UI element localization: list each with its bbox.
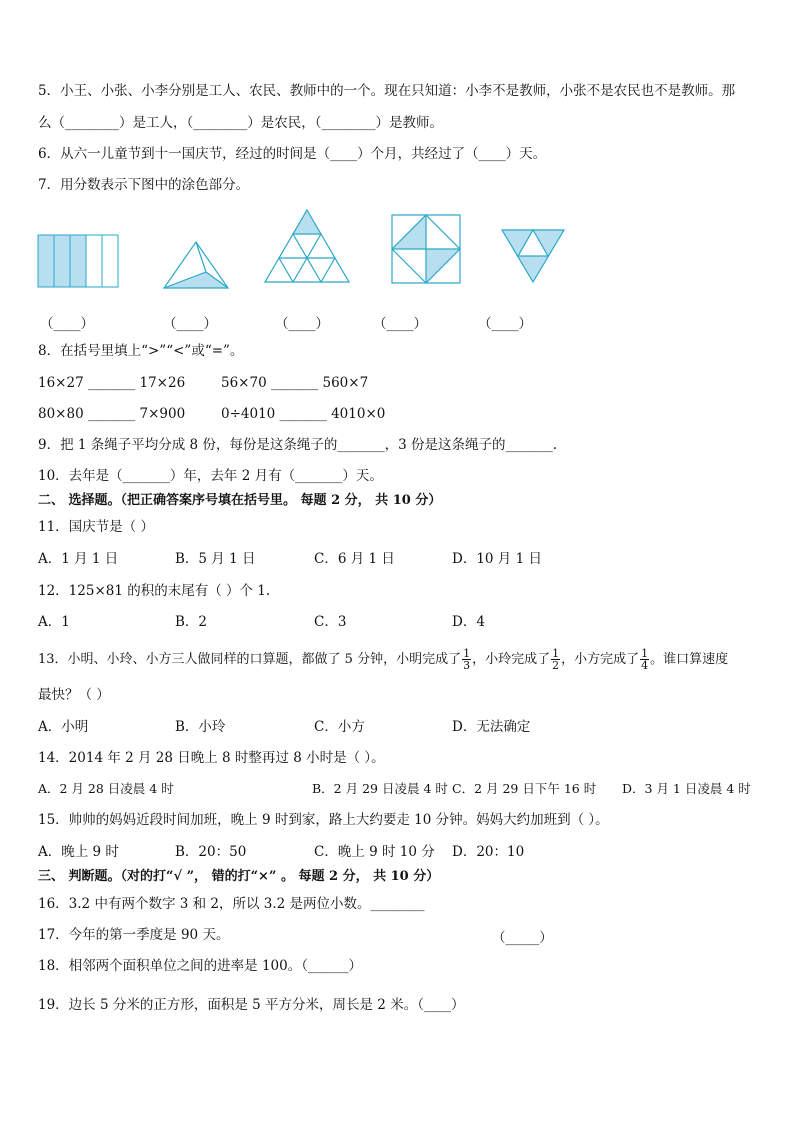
fig1-cell-5 [102, 235, 118, 287]
q11-option-d[interactable]: D．10 月 1 日 [452, 551, 542, 567]
q13-part4: 。谁口算速度 [650, 652, 729, 667]
q10-text: 10．去年是（_______）年，去年 2 月有（_______）天。 [38, 468, 383, 484]
q13-part1: 13．小明、小玲、小方三人做同样的口算题，都做了 5 分钟，小明完成了 [38, 652, 462, 667]
q13-line2: 最快？（ ） [38, 687, 110, 703]
figure-triangle-thirds [162, 240, 230, 290]
q7-text: 7．用分数表示下图中的涂色部分。 [38, 177, 250, 193]
q12-option-d[interactable]: D．4 [452, 614, 485, 630]
q13-fraction-2 [551, 648, 560, 671]
q14-option-b[interactable]: B．2 月 29 日凌晨 4 时 [312, 781, 448, 796]
fig3-d2 [279, 258, 293, 282]
q14-option-c[interactable]: C．2 月 29 日下午 16 时 [452, 781, 597, 796]
figure-square-diamond [390, 213, 462, 285]
section-3-heading: 三、 判断题。（对的打“√ ”， 错的打“×” 。 每题 2 分， 共 10 分） [38, 869, 440, 884]
q13-frac3-num: 1 [641, 647, 649, 660]
q13-fraction-3 [640, 648, 649, 671]
q9-text: 9．把 1 条绳子平均分成 8 份，每份是这条绳子的_______，3 份是这条绳子的_______. [38, 437, 558, 453]
q7-blank-3[interactable]: （____） [275, 316, 329, 332]
q13-frac2-num: 1 [552, 647, 560, 660]
q13-option-c[interactable]: C．小方 [314, 719, 365, 735]
q13-frac1-den: 3 [463, 659, 471, 672]
q7-blank-4[interactable]: （____） [373, 316, 427, 332]
q7-blank-2[interactable]: （____） [163, 316, 217, 332]
fig3-d4 [321, 258, 335, 282]
q8-compare-1: 16×27 _______ 17×26 [38, 375, 186, 391]
q6-text: 6．从六一儿童节到十一国庆节，经过的时间是（____）个月，共经过了（____）天。 [38, 146, 547, 162]
q12-option-a[interactable]: A．1 [38, 614, 70, 630]
q11-option-a[interactable]: A．1 月 1 日 [38, 551, 119, 567]
fig1-cell-2 [54, 235, 70, 287]
fig2-line-a [196, 242, 206, 272]
q7-blank-1[interactable]: （____） [40, 316, 94, 332]
q12-option-b[interactable]: B．2 [175, 614, 208, 630]
q17-blank[interactable]: （_____） [492, 930, 553, 946]
q13-part3: ，小方完成了 [561, 652, 640, 667]
fig1-cell-4 [86, 235, 102, 287]
q17-text: 17．今年的第一季度是 90 天。 [38, 927, 230, 943]
q15-option-a[interactable]: A．晚上 9 时 [38, 844, 119, 860]
section-2-heading: 二、 选择题。（把正确答案序号填在括号里。 每题 2 分， 共 10 分） [38, 493, 442, 508]
q12-option-c[interactable]: C．3 [314, 614, 347, 630]
fig1-cell-3 [70, 235, 86, 287]
q13-line1 [38, 648, 728, 671]
figure-rectangle-fifths [37, 234, 119, 288]
q14-option-a[interactable]: A．2 月 28 日凌晨 4 时 [38, 781, 174, 796]
q11-option-b[interactable]: B．5 月 1 日 [175, 551, 256, 567]
q12-text: 12．125×81 的积的末尾有（ ）个 1. [38, 583, 271, 599]
q8-text: 8．在括号里填上“>”“<”或“=”。 [38, 343, 244, 359]
fig3-shaded-part [293, 210, 321, 234]
q7-blank-5[interactable]: （____） [478, 316, 532, 332]
q16-text: 16．3.2 中有两个数字 3 和 2，所以 3.2 是两位小数。________ [38, 896, 425, 912]
figure-triangle-ninths [263, 208, 351, 284]
q18-text: 18．相邻两个面积单位之间的进率是 100。（______） [38, 958, 362, 974]
q15-option-d[interactable]: D．20：10 [452, 844, 525, 860]
q13-option-a[interactable]: A．小明 [38, 719, 89, 735]
q8-compare-3: 80×80 _______ 7×900 [38, 406, 186, 422]
q11-text: 11．国庆节是（ ） [38, 519, 154, 535]
q5-line2: 么（________）是工人，（________）是农民，（________）是教师。 [38, 115, 443, 131]
q11-option-c[interactable]: C．6 月 1 日 [314, 551, 395, 567]
q13-option-d[interactable]: D．无法确定 [452, 719, 531, 735]
q13-option-b[interactable]: B．小玲 [175, 719, 226, 735]
q14-option-d[interactable]: D．3 月 1 日凌晨 4 时 [622, 781, 751, 796]
q13-frac2-den: 2 [552, 659, 560, 672]
q13-frac3-den: 4 [641, 659, 649, 672]
q15-text: 15．帅帅的妈妈近段时间加班，晚上 9 时到家，路上大约要走 10 分钟。妈妈大约加班到（ ）。 [38, 812, 609, 828]
q19-text: 19．边长 5 分米的正方形，面积是 5 平方分米，周长是 2 米。（____） [38, 997, 465, 1013]
q13-frac1-num: 1 [463, 647, 471, 660]
q5-line1: 5．小王、小张、小李分别是工人、农民、教师中的一个。现在只知道：小李不是教师，小张不是农民也不是教师。那 [38, 83, 736, 99]
q8-compare-2: 56×70 _______ 560×7 [221, 375, 369, 391]
fig1-cell-1 [38, 235, 54, 287]
figure-inverted-triangle [500, 228, 566, 284]
q13-fraction-1 [462, 648, 471, 671]
q15-option-b[interactable]: B．20：50 [175, 844, 247, 860]
q15-option-c[interactable]: C．晚上 9 时 10 分 [314, 844, 435, 860]
q13-part2: ，小玲完成了 [472, 652, 551, 667]
q14-text: 14．2014 年 2 月 28 日晚上 8 时整再过 8 小时是（ ）。 [38, 750, 385, 766]
q8-compare-4: 0÷4010 _______ 4010×0 [221, 406, 386, 422]
